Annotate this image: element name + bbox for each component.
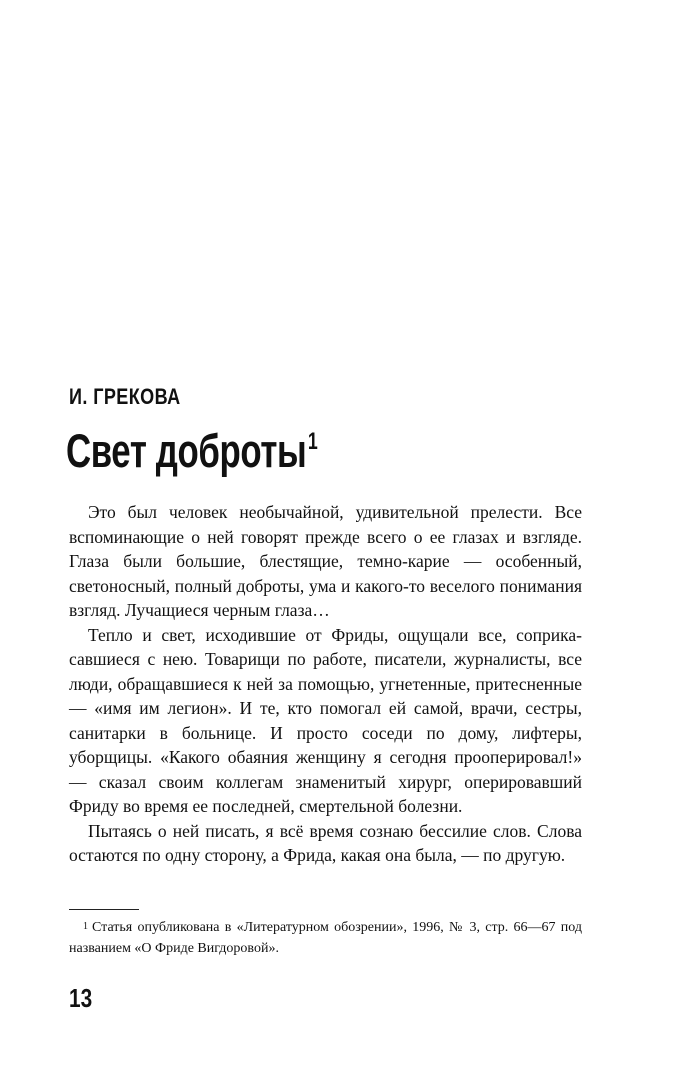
footnote-divider xyxy=(69,909,139,910)
footnote xyxy=(69,917,582,959)
page-number: 13 xyxy=(69,983,93,1013)
article-body xyxy=(69,500,582,868)
paragraph-2: Тепло и свет, исходившие от Фриды, ощущали все, соприкасавшиеся с нею. Товарищи по работе, писатели, журналисты, все люди, обращавшиеся к ней за помощью, угнетенные, притесненные — «имя им легион». И те, кто помогал ей самой, врачи, сестры, санитарки в больнице. И просто соседи по дому, лифтеры, уборщицы. «Какого обаяния женщину я сегодня прооперировал!» — сказал своим коллегам знаменитый хирург, оперировавший Фриду во время ее последней, смертельной болезни. xyxy=(69,624,582,816)
footnote-marker: 1 xyxy=(83,921,88,932)
title-text: Свет доброты xyxy=(66,424,307,477)
footnote-text: Статья опубликована в «Литературном обозрении», 1996, № 3, стр. 66—67 под названием «О Фриде Вигдоровой». xyxy=(69,920,582,956)
author-name: И. ГРЕКОВА xyxy=(69,384,181,409)
paragraph-1: Это был человек необычайной, удивительной прелести. Все вспоминающие о ней говорят прежде всего о ее глазах и взгляде. Глаза были большие, блестящие, темно-карие — особенный, светоносный, полный доброты, ума и какого-то веселого понимания взгляд. Лучащиеся черным глаза… xyxy=(69,502,582,620)
title-footnote-marker: 1 xyxy=(307,428,318,455)
paragraph-3: Пытаясь о ней писать, я всё время сознаю бессилие слов. Слова остаются по одну сторону, а Фрида, какая она была, — по другую. xyxy=(69,820,582,865)
page-title xyxy=(66,424,317,478)
